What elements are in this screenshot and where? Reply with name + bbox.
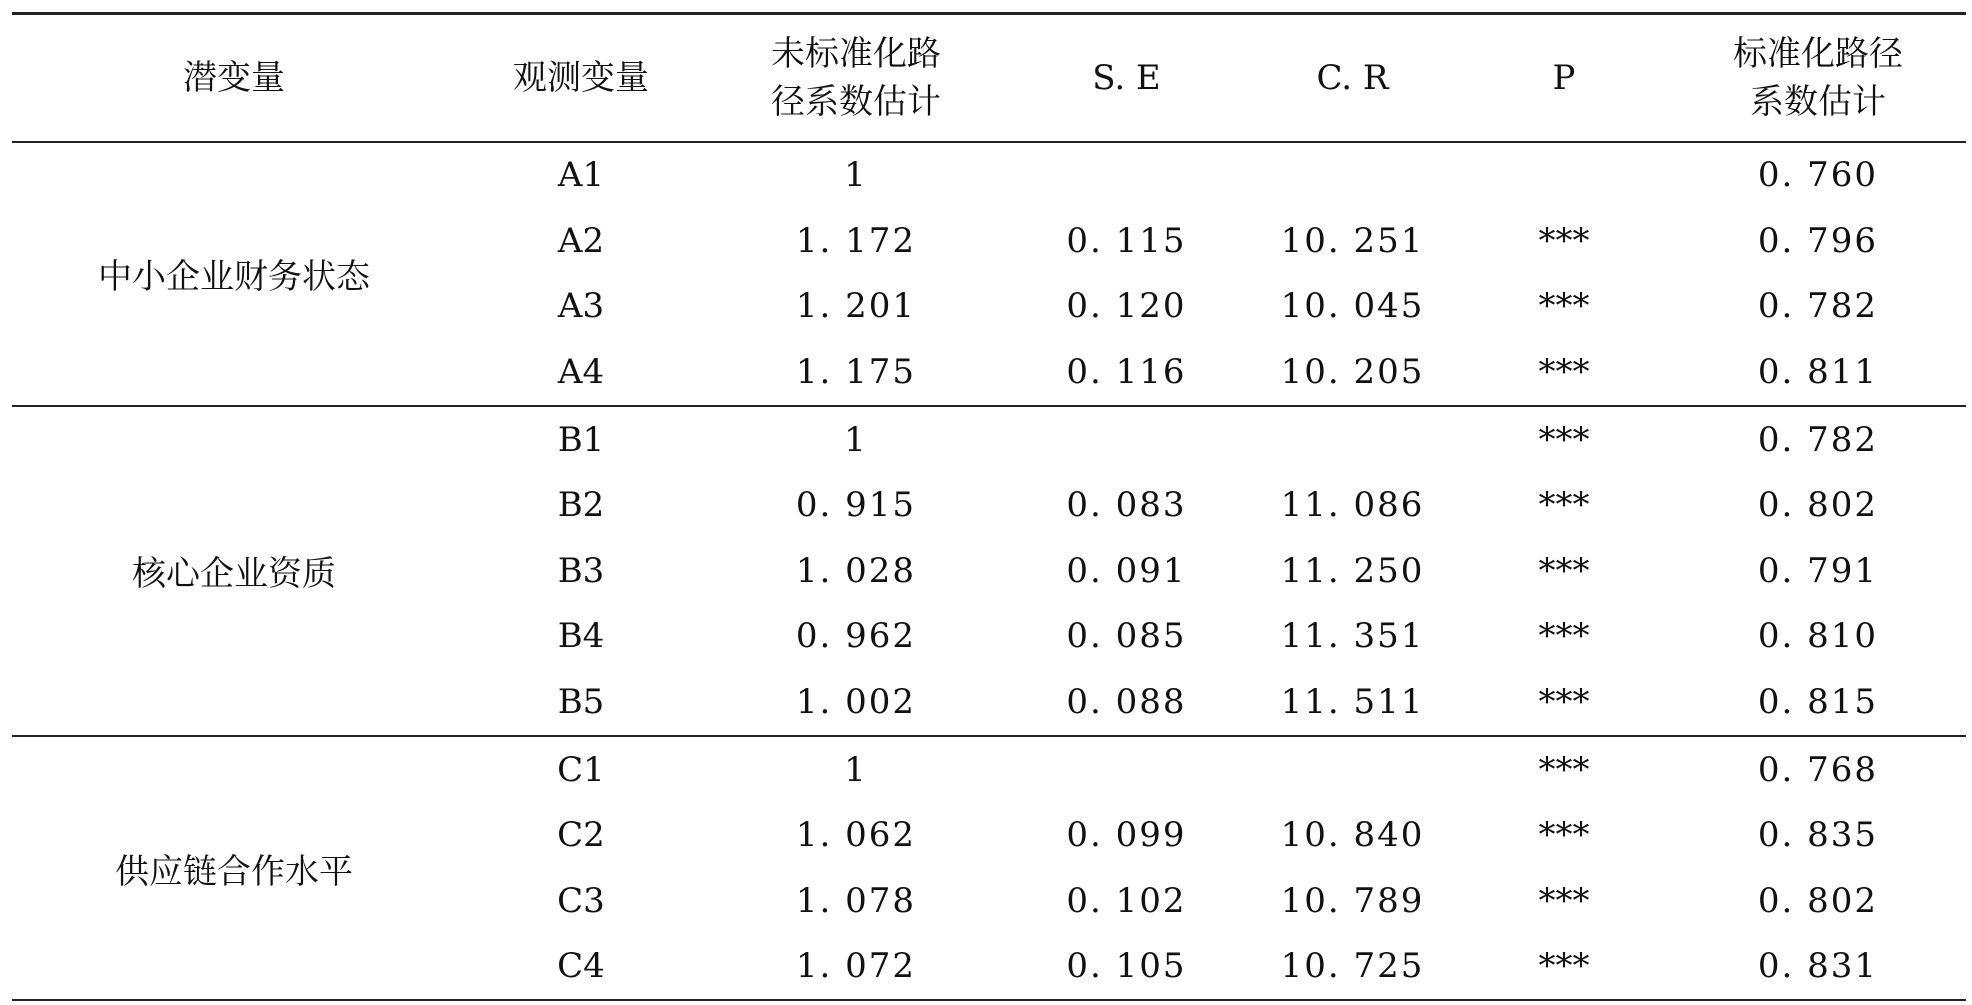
observed-variable-cell: C2	[557, 815, 605, 856]
unstandardized-estimate-cell: 1	[844, 155, 868, 196]
header-standardized-line-2: 系数估计	[1750, 81, 1886, 122]
observed-variable-cell: B4	[557, 616, 605, 657]
unstandardized-estimate-cell: 1. 175	[706, 339, 1006, 406]
path-coefficient-table	[12, 12, 1966, 1001]
header-unstandardized-line-1: 未标准化路	[771, 33, 941, 74]
header-unstandardized-line-2: 径系数估计	[771, 81, 941, 122]
standardized-estimate-cell: 0. 768	[1757, 749, 1879, 790]
unstandardized-estimate-cell: 1. 028	[795, 550, 917, 591]
observed-variable-cell: C4	[456, 934, 706, 1001]
p-value-cell: ***	[1538, 419, 1590, 460]
standard-error-cell: 0. 102	[1066, 880, 1187, 921]
unstandardized-estimate-cell: 1. 201	[795, 286, 917, 327]
latent-variable-cell: 供应链合作水平	[12, 736, 456, 1000]
unstandardized-estimate-cell: 1	[844, 419, 868, 460]
unstandardized-estimate-cell: 1. 002	[706, 669, 1006, 736]
unstandardized-estimate-cell: 0. 915	[795, 485, 917, 526]
observed-variable-cell: C1	[557, 749, 605, 790]
observed-variable-cell: B1	[557, 419, 605, 460]
header-unstandardized-estimate	[706, 14, 1006, 142]
standardized-estimate-cell: 0. 802	[1757, 485, 1879, 526]
standard-error-cell: 0. 105	[1006, 934, 1247, 1001]
critical-ratio-cell: 10. 789	[1280, 880, 1425, 921]
header-critical-ratio: C. R	[1247, 14, 1458, 142]
table-row	[12, 736, 1966, 803]
observed-variable-cell: B2	[557, 485, 605, 526]
path-coefficient-table-container	[12, 12, 1966, 1001]
critical-ratio-cell: 11. 511	[1247, 669, 1458, 736]
standardized-estimate-cell: 0. 791	[1757, 550, 1879, 591]
p-value-cell: ***	[1538, 220, 1590, 261]
standard-error-cell: 0. 085	[1066, 616, 1187, 657]
standard-error-cell	[1006, 736, 1247, 803]
standard-error-cell: 0. 099	[1066, 815, 1187, 856]
standard-error-cell: 0. 083	[1066, 485, 1187, 526]
standard-error-cell: 0. 091	[1066, 550, 1187, 591]
p-value-cell	[1458, 142, 1670, 209]
header-row	[12, 14, 1966, 142]
standardized-estimate-cell: 0. 831	[1670, 934, 1966, 1001]
critical-ratio-cell: 10. 205	[1247, 339, 1458, 406]
unstandardized-estimate-cell: 1. 172	[795, 220, 917, 261]
unstandardized-estimate-cell: 1. 078	[795, 880, 917, 921]
observed-variable-cell: A4	[456, 339, 706, 406]
header-observed-variable: 观测变量	[456, 14, 706, 142]
critical-ratio-cell	[1247, 736, 1458, 803]
standard-error-cell	[1006, 406, 1247, 473]
standard-error-cell: 0. 115	[1066, 220, 1187, 261]
observed-variable-cell: A3	[557, 286, 605, 327]
unstandardized-estimate-cell: 1	[844, 749, 868, 790]
header-standardized-estimate	[1670, 14, 1966, 142]
header-latent-variable: 潜变量	[12, 14, 456, 142]
latent-variable-cell: 核心企业资质	[12, 406, 456, 736]
p-value-cell: ***	[1538, 616, 1590, 657]
p-value-cell: ***	[1458, 934, 1670, 1001]
critical-ratio-cell	[1247, 142, 1458, 209]
standardized-estimate-cell: 0. 815	[1670, 669, 1966, 736]
p-value-cell: ***	[1538, 880, 1590, 921]
p-value-cell: ***	[1538, 815, 1590, 856]
standard-error-cell: 0. 120	[1066, 286, 1187, 327]
critical-ratio-cell: 11. 086	[1280, 485, 1425, 526]
standardized-estimate-cell: 0. 811	[1670, 339, 1966, 406]
critical-ratio-cell: 10. 251	[1280, 220, 1425, 261]
p-value-cell: ***	[1538, 749, 1590, 790]
critical-ratio-cell: 10. 840	[1280, 815, 1425, 856]
table-header	[12, 14, 1966, 142]
standardized-estimate-cell: 0. 796	[1757, 220, 1879, 261]
p-value-cell: ***	[1458, 669, 1670, 736]
observed-variable-cell: A1	[557, 155, 605, 196]
standardized-estimate-cell: 0. 782	[1757, 286, 1879, 327]
observed-variable-cell: B5	[456, 669, 706, 736]
standardized-estimate-cell: 0. 760	[1757, 155, 1879, 196]
critical-ratio-cell: 11. 250	[1280, 550, 1425, 591]
observed-variable-cell: B3	[557, 550, 605, 591]
header-p-value: P	[1458, 14, 1670, 142]
table-row	[12, 406, 1966, 473]
header-standard-error: S. E	[1006, 14, 1247, 142]
p-value-cell: ***	[1538, 550, 1590, 591]
unstandardized-estimate-cell: 1. 062	[795, 815, 917, 856]
header-standardized-line-1: 标准化路径	[1733, 33, 1903, 74]
critical-ratio-cell: 10. 725	[1247, 934, 1458, 1001]
unstandardized-estimate-cell: 1. 072	[706, 934, 1006, 1001]
table-row	[12, 142, 1966, 209]
standardized-estimate-cell: 0. 782	[1757, 419, 1879, 460]
standardized-estimate-cell: 0. 802	[1757, 880, 1879, 921]
standardized-estimate-cell: 0. 810	[1757, 616, 1879, 657]
observed-variable-cell: C3	[557, 880, 605, 921]
standard-error-cell: 0. 116	[1006, 339, 1247, 406]
standard-error-cell: 0. 088	[1006, 669, 1247, 736]
p-value-cell: ***	[1538, 485, 1590, 526]
standard-error-cell	[1006, 142, 1247, 209]
p-value-cell: ***	[1538, 286, 1590, 327]
critical-ratio-cell	[1247, 406, 1458, 473]
critical-ratio-cell: 10. 045	[1280, 286, 1425, 327]
critical-ratio-cell: 11. 351	[1280, 616, 1425, 657]
latent-variable-cell: 中小企业财务状态	[12, 142, 456, 406]
standardized-estimate-cell: 0. 835	[1757, 815, 1879, 856]
table-body	[12, 142, 1966, 1001]
observed-variable-cell: A2	[557, 220, 605, 261]
p-value-cell: ***	[1458, 339, 1670, 406]
unstandardized-estimate-cell: 0. 962	[795, 616, 917, 657]
